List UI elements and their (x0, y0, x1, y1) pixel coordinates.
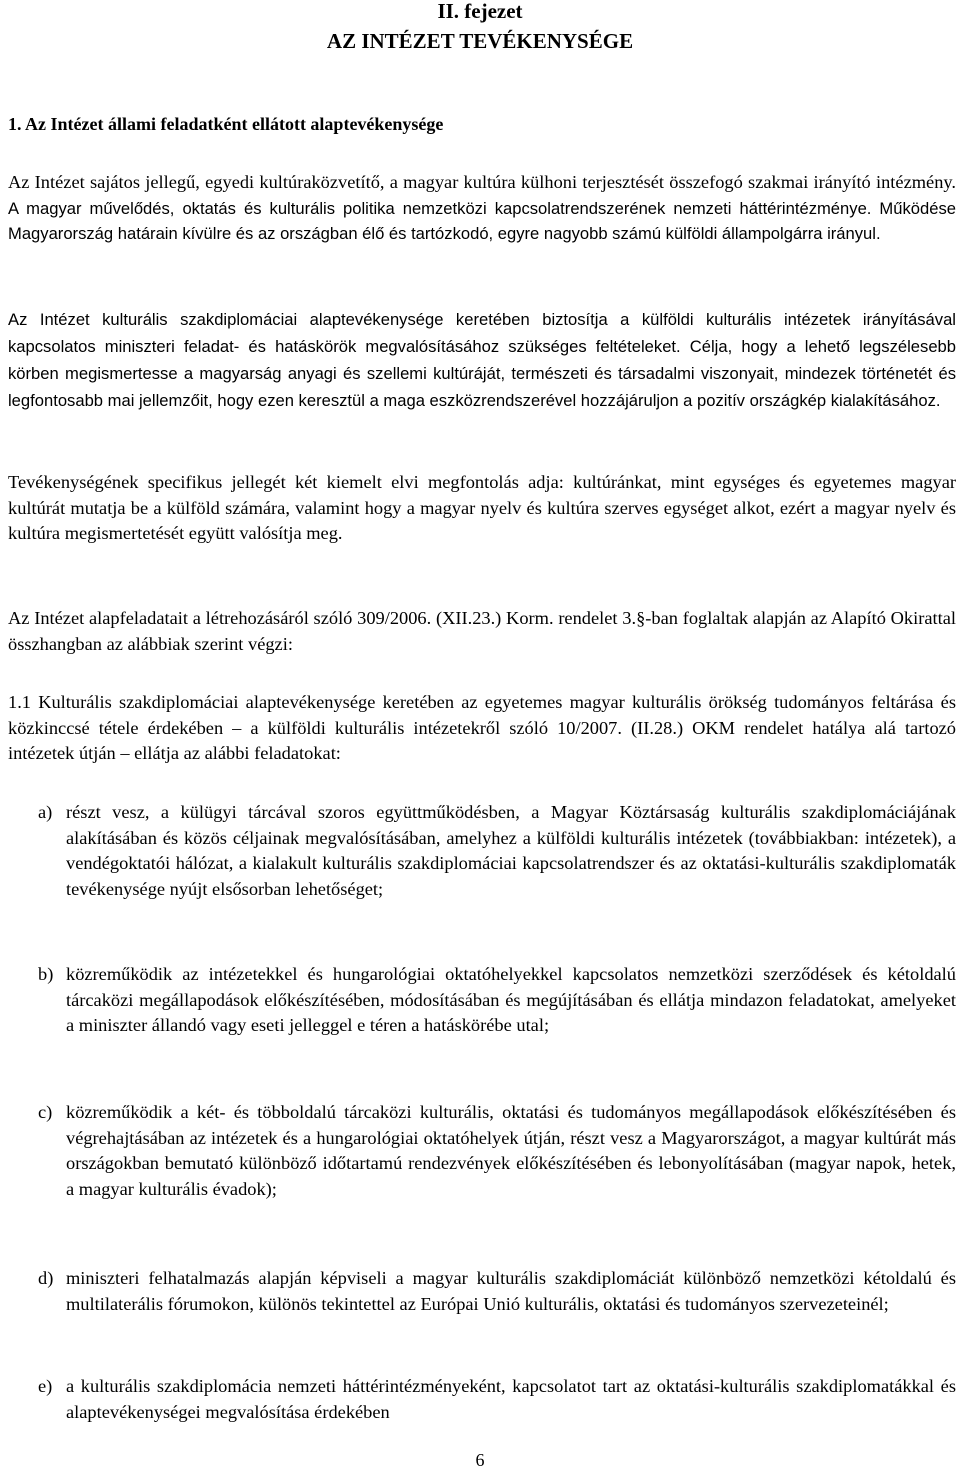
list-marker: d) (38, 1268, 54, 1288)
list-item-e (8, 1374, 956, 1425)
list-text: miniszteri felhatalmazás alapján képviseli a magyar kulturális szakdiplomáciát különböző nemzetközi kétoldalú és multilaterális fórumokon, különös tekintettel az Európai Unió kulturális, oktatási és tudományos szervezeteinél; (66, 1268, 956, 1314)
list-item-a (8, 800, 956, 902)
chapter-title: AZ INTÉZET TEVÉKENYSÉGE (326, 29, 634, 53)
paragraph-2-part-a: Az Intézet kulturális szakdiplomáciai alaptevékenysége keretében biztosítja a külföldi kulturális intézetek irányításával kapcsolatos miniszteri feladat- és hatáskörök megvalósításához szükséges feltételeket. (8, 310, 956, 356)
paragraph-1-part-a: Az Intézet sajátos jellegű, egyedi kultúraközvetítő, a magyar kultúra külhoni terjesztését összefogó szakmai irányító intézmény. (8, 172, 956, 192)
list-item-b (8, 962, 956, 1039)
paragraph-5: 1.1 Kulturális szakdiplomáciai alaptevékenysége keretében az egyetemes magyar kulturális örökség tudományos feltárása és közkinccsé tétele érdekében – a külföldi kulturális intézetekről szóló 10/2007. (II.28.) OKM rendelet hatálya alá tartozó intézetek útján – ellátja az alábbi feladatokat: (8, 692, 956, 763)
paragraph-4: Az Intézet alapfeladatait a létrehozásáról szóló 309/2006. (XII.23.) Korm. rendelet 3.§-ban foglaltak alapján az Alapító Okirattal összhangban az alábbiak szerint végzi: (8, 608, 956, 654)
list-marker: a) (38, 802, 53, 822)
page-number: 6 (475, 1450, 485, 1470)
list-text: részt vesz, a külügyi tárcával szoros együttműködésben, a Magyar Köztársaság kulturális szakdiplomáciájának alakításában és közös céljainak megvalósításában, amelyhez a külföldi kulturális intézetek (továbbiakban: intézetek), a vendégoktatói hálózat, a kialakult kulturális szakdiplomáciai kapcsolatrendszer és az oktatási-kulturális szakdiplomaták tevékenysége nyújt elsősorban lehetőséget; (66, 802, 956, 899)
list-text: közreműködik a két- és többoldalú tárcaközi kulturális, oktatási és tudományos megállapodások előkészítésében és végrehajtásában az intézetek és a hungarológiai oktatóhelyek útján, részt vesz a Magyarországot, a magyar kultúrát más országokban bemutató különböző időtartamú rendezvények előkészítésében és lebonyolításában (magyar napok, hetek, a magyar kulturális évadok); (66, 1102, 956, 1199)
list-marker: b) (38, 964, 54, 984)
paragraph-3: Tevékenységének specifikus jellegét két kiemelt elvi megfontolás adja: kultúránkat, mint egységes és egyetemes magyar kultúrát mutatja be a külföld számára, valamint hogy a magyar nyelv és kultúra szerves egységet alkot, ezért a magyar nyelv és kultúra megismertetését együtt valósítja meg. (8, 472, 956, 543)
paragraph-2 (8, 306, 956, 414)
list-item-d (8, 1266, 956, 1317)
list-text: közreműködik az intézetekkel és hungarológiai oktatóhelyekkel kapcsolatos nemzetközi szerződések és kétoldalú tárcaközi megállapodások előkészítésében, módosításában és megújításában és ellátja mindazon feladatokat, amelyeket a miniszter állandó vagy eseti jelleggel e téren a hatáskörébe utal; (66, 964, 956, 1035)
list-item-c (8, 1100, 956, 1202)
section-heading: 1. Az Intézet állami feladatként ellátott alaptevékenysége (8, 114, 444, 134)
list-text: a kulturális szakdiplomácia nemzeti háttérintézményeként, kapcsolatot tart az oktatási-kulturális szakdiplomatákkal és alaptevékenységei megvalósítása érdekében (66, 1376, 956, 1422)
paragraph-1-part-b: A magyar művelődés, oktatás és kulturális politika nemzetközi kapcsolatrendszerének nemzeti háttérintézménye. Működése Magyarország határain kívülre és az országban élő és tartózkodó, egyre nagyobb számú külföldi állampolgárra irányul. (8, 198, 956, 243)
list-marker: c) (38, 1102, 53, 1122)
list-marker: e) (38, 1376, 53, 1396)
paragraph-1 (8, 170, 956, 247)
chapter-label: II. fejezet (437, 0, 523, 23)
paragraph-2-part-b: Célja, hogy a lehető legszélesebb körben megismertesse a magyarság anyagi és szellemi kultúráját, természeti és társadalmi viszonyait, mindezek történetét és legfontosabb mai jellemzőit, hogy ezen keresztül a maga eszközrendszerével hozzájáruljon a pozitív országkép kialakításához. (8, 337, 957, 410)
